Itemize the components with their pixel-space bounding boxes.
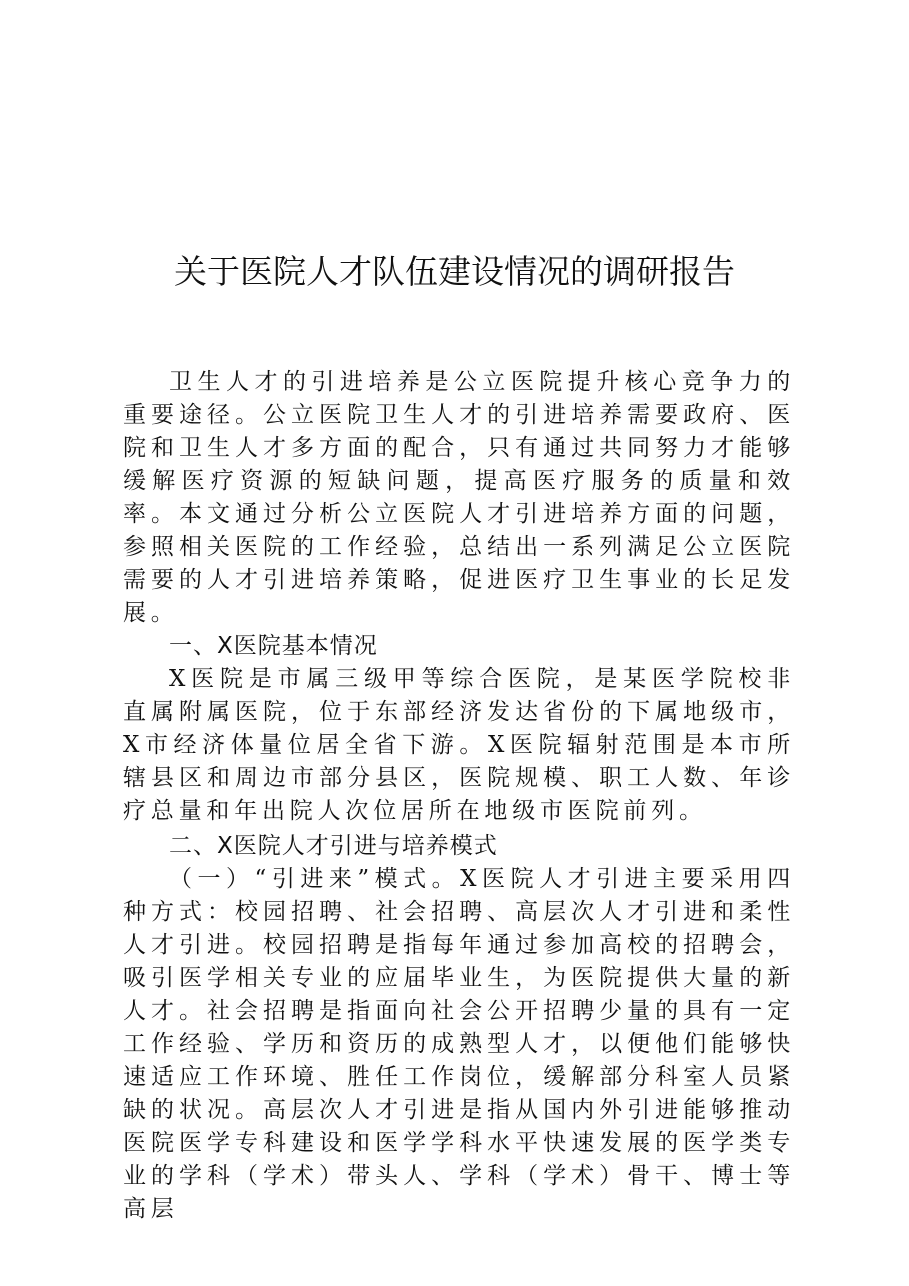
basic-info-paragraph: X医院是市属三级甲等综合医院，是某医学院校非直属附属医院，位于东部经济发达省份的下属地级市，X市经济体量位居全省下游。X医院辐射范围是本市所辖县区和周边市部分县区，医院规模、职工人数、年诊疗总量和年出院人次位居所在地级市医院前列。 <box>123 666 795 824</box>
talent-model-paragraph: （一）“引进来”模式。X医院人才引进主要采用四种方式：校园招聘、社会招聘、高层次人才引进和柔性人才引进。校园招聘是指每年通过参加高校的招聘会，吸引医学相关专业的应届毕业生，为医院提供大量的新人才。社会招聘是指面向社会公开招聘少量的具有一定工作经验、学历和资历的成熟型人才，以便他们能够快速适应工作环境、胜任工作岗位，缓解部分科室人员紧缺的状况。高层次人才引进是指从国内外引进能够推动医院医学专科建设和医学学科水平快速发展的医学类专业的学科（学术）带头人、学科（学术）骨干、博士等高层 <box>123 866 795 1222</box>
document-title: 关于医院人才队伍建设情况的调研报告 <box>174 252 735 291</box>
section-heading-basic-info: 一、X医院基本情况 <box>169 633 378 659</box>
section-heading-talent-model: 二、X医院人才引进与培养模式 <box>169 833 498 859</box>
document-body <box>123 366 795 1226</box>
intro-paragraph: 卫生人才的引进培养是公立医院提升核心竞争力的重要途径。公立医院卫生人才的引进培养需要政府、医院和卫生人才多方面的配合，只有通过共同努力才能够缓解医疗资源的短缺问题，提高医疗服务的质量和效率。本文通过分析公立医院人才引进培养方面的问题，参照相关医院的工作经验，总结出一系列满足公立医院需要的人才引进培养策略，促进医疗卫生事业的长足发展。 <box>123 369 795 626</box>
